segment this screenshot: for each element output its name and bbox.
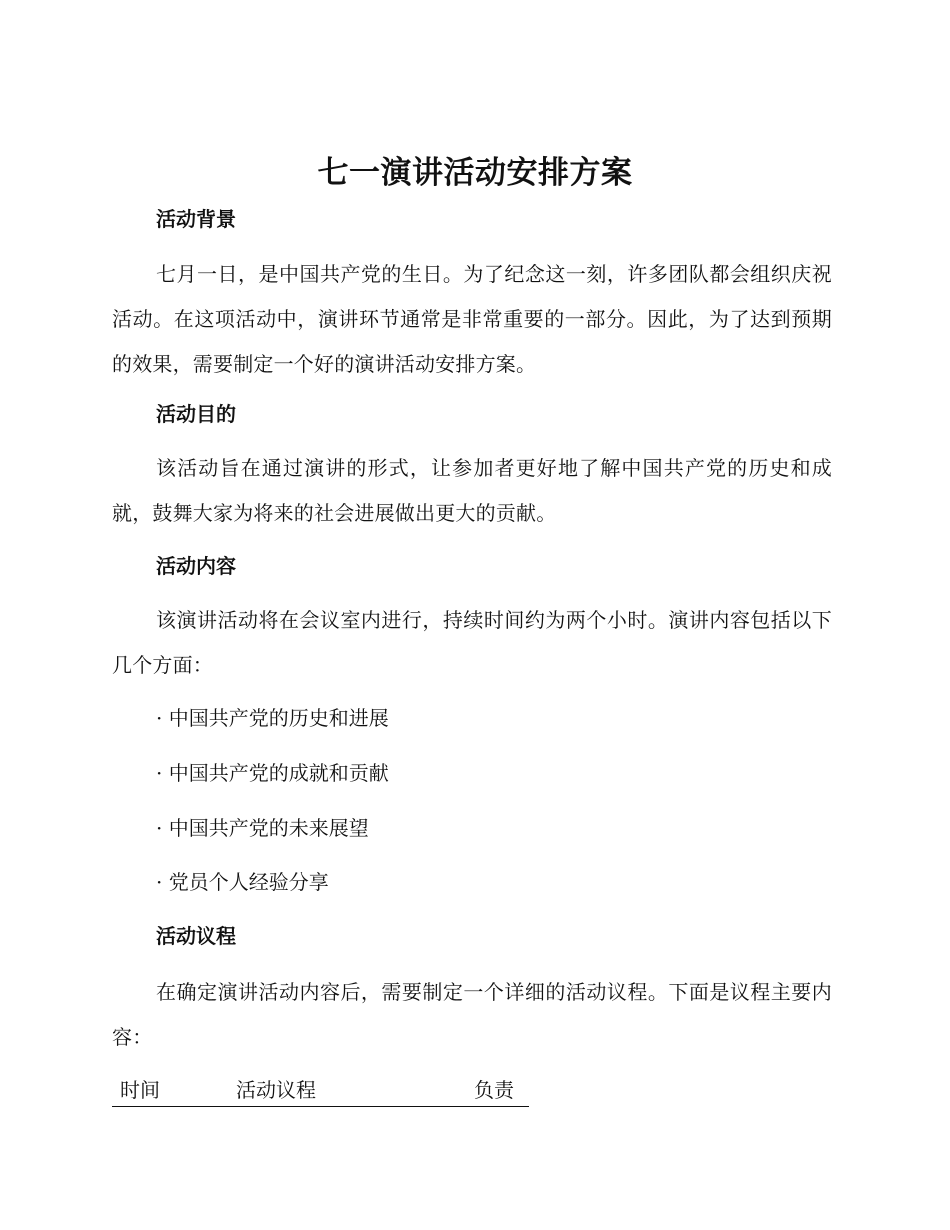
list-item: · 中国共产党的未来展望 [156, 816, 369, 840]
section-heading-agenda: 活动议程 [156, 924, 236, 948]
list-item: · 中国共产党的成就和贡献 [156, 761, 389, 785]
paragraph-purpose: 该活动旨在通过演讲的形式，让参加者更好地了解中国共产党的历史和成就，鼓舞大家为将来的社会进展做出更大的贡献。 [112, 456, 832, 525]
table-header-agenda: 活动议程 [236, 1078, 316, 1102]
document-title: 七一演讲活动安排方案 [317, 155, 633, 191]
agenda-table-header [112, 1074, 529, 1107]
paragraph-content: 该演讲活动将在会议室内进行，持续时间约为两个小时。演讲内容包括以下几个方面： [112, 608, 832, 677]
paragraph-agenda: 在确定演讲活动内容后，需要制定一个详细的活动议程。下面是议程主要内容： [112, 980, 832, 1049]
table-header-owner: 负责 [474, 1078, 514, 1102]
list-item: · 党员个人经验分享 [156, 870, 329, 894]
table-header-time: 时间 [120, 1078, 160, 1102]
section-heading-content: 活动内容 [156, 554, 236, 578]
paragraph-background: 七月一日，是中国共产党的生日。为了纪念这一刻，许多团队都会组织庆祝活动。在这项活动中，演讲环节通常是非常重要的一部分。因此，为了达到预期的效果，需要制定一个好的演讲活动安排方案。 [112, 262, 832, 376]
section-heading-purpose: 活动目的 [156, 402, 236, 426]
section-heading-background: 活动背景 [156, 207, 236, 231]
list-item: · 中国共产党的历史和进展 [156, 706, 389, 730]
